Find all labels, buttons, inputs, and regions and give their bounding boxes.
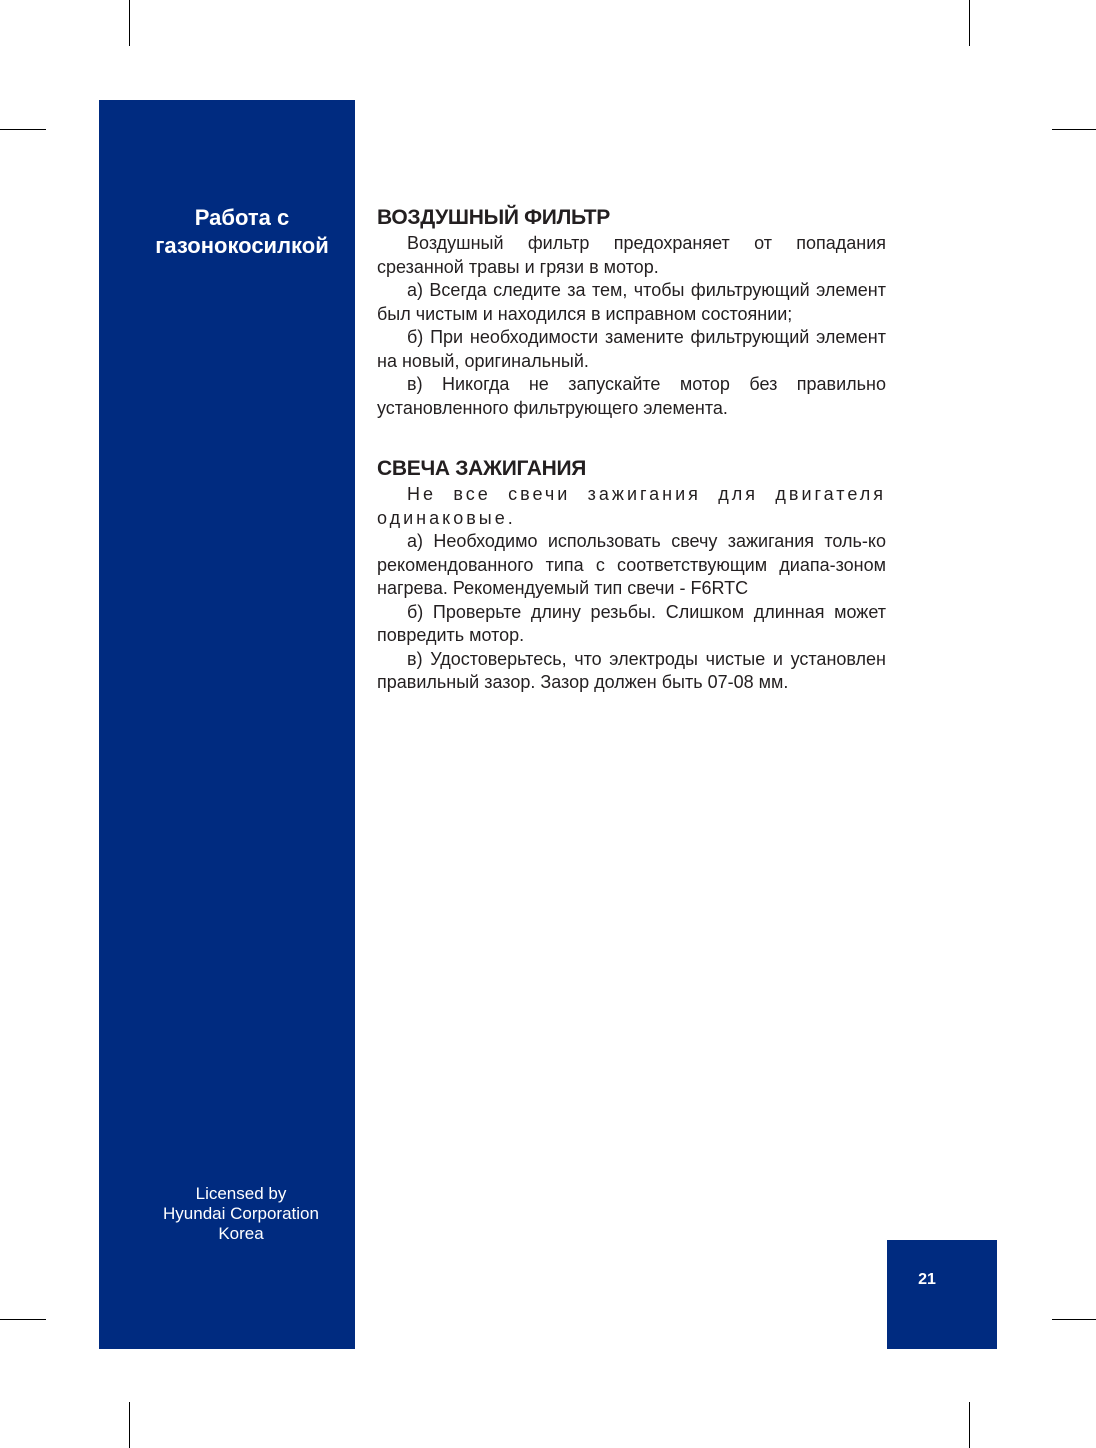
crop-mark bbox=[969, 0, 970, 46]
page-number: 21 bbox=[918, 1271, 936, 1288]
crop-mark bbox=[1052, 129, 1096, 130]
crop-mark bbox=[1052, 1319, 1096, 1320]
air-filter-intro: Воздушный фильтр предохраняет от попадания срезанной травы и грязи в мотор. bbox=[377, 233, 886, 277]
section-title-line: Работа с bbox=[194, 205, 290, 230]
section-title bbox=[99, 204, 355, 260]
air-filter-item-a: а) Всегда следите за тем, чтобы фильтрующий элемент был чистым и находился в исправном состоянии; bbox=[377, 280, 886, 324]
air-filter-heading: ВОЗДУШНЫЙ ФИЛЬТР bbox=[377, 206, 610, 229]
crop-mark bbox=[129, 0, 130, 46]
crop-mark bbox=[0, 1319, 46, 1320]
spark-plug-heading: СВЕЧА ЗАЖИГАНИЯ bbox=[377, 457, 587, 480]
spark-plug-intro: Не все свечи зажигания для двигателя одинаковые. bbox=[377, 484, 886, 528]
spark-plug-item-b: б) Проверьте длину резьбы. Слишком длинная может повредить мотор. bbox=[377, 601, 886, 645]
page-number-box bbox=[887, 1240, 997, 1349]
crop-mark bbox=[129, 1402, 130, 1448]
sidebar bbox=[99, 100, 355, 1349]
air-filter-item-b: б) При необходимости замените фильтрующий элемент на новый, оригинальный. bbox=[377, 327, 886, 371]
main-content bbox=[377, 204, 886, 695]
crop-mark bbox=[969, 1402, 970, 1448]
crop-mark bbox=[0, 129, 46, 130]
license-line: Hyundai Corporation bbox=[163, 1204, 319, 1223]
license-line: Licensed by bbox=[195, 1184, 287, 1203]
spark-plug-item-a: а) Необходимо использовать свечу зажигания толь-ко рекомендованного типа с соответствующим диапа-зоном нагрева. Рекомендуемый тип свечи - F6RTC bbox=[377, 531, 886, 598]
air-filter-item-c: в) Никогда не запускайте мотор без правильно установленного фильтрующего элемента. bbox=[377, 374, 886, 418]
section-title-line: газонокосилкой bbox=[155, 233, 329, 258]
spark-plug-item-c: в) Удостоверьтесь, что электроды чистые и установлен правильный зазор. Зазор должен быть 07-08 мм. bbox=[377, 648, 886, 692]
license-note bbox=[99, 1184, 383, 1244]
license-line: Korea bbox=[218, 1224, 264, 1243]
